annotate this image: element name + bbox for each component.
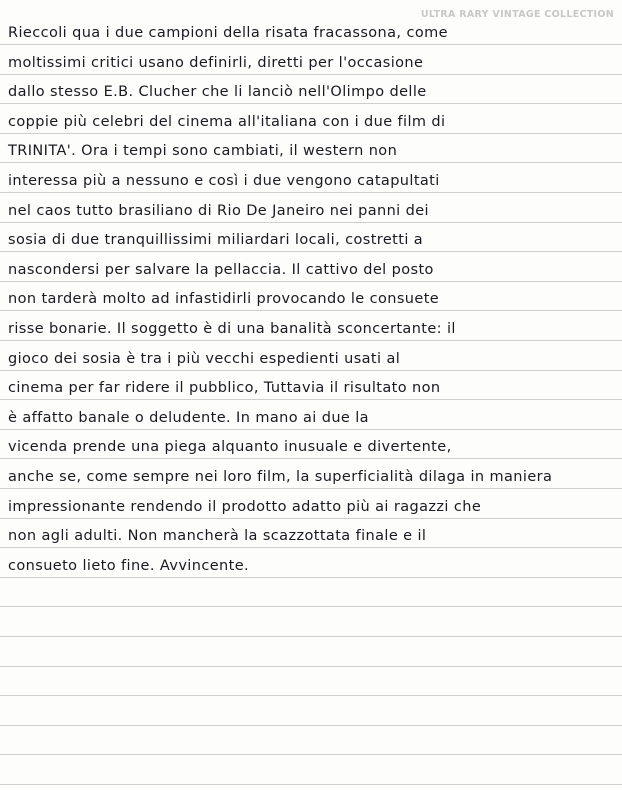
text-line: risse bonarie. Il soggetto è di una banalità sconcertante: il [8, 321, 456, 337]
text-line: non tarderà molto ad infastidirli provocando le consuete [8, 291, 440, 307]
text-line: coppie più celebri del cinema all'italiana con i due film di [8, 114, 446, 130]
text-line: TRINITA'. Ora i tempi sono cambiati, il western non [8, 143, 398, 159]
text-line: dallo stesso E.B. Clucher che li lanciò nell'Olimpo delle [8, 84, 427, 100]
text-line: vicenda prende una piega alquanto inusuale e divertente, [8, 439, 452, 455]
text-line: non agli adulti. Non mancherà la scazzottata finale e il [8, 528, 427, 544]
text-line: nascondersi per salvare la pellaccia. Il cattivo del posto [8, 262, 434, 278]
text-line: anche se, come sempre nei loro film, la superficialità dilaga in maniera [8, 469, 553, 485]
text-line: gioco dei sosia è tra i più vecchi espedienti usati al [8, 351, 401, 367]
text-line: nel caos tutto brasiliano di Rio De Janeiro nei panni dei [8, 203, 429, 219]
text-line: sosia di due tranquillissimi miliardari locali, costretti a [8, 232, 424, 248]
text-line: moltissimi critici usano definirli, diretti per l'occasione [8, 55, 424, 71]
text-line: cinema per far ridere il pubblico, Tuttavia il risultato non [8, 380, 441, 396]
text-line: interessa più a nessuno e così i due vengono catapultati [8, 173, 440, 189]
text-line: impressionante rendendo il prodotto adatto più ai ragazzi che [8, 499, 482, 515]
text-line: è affatto banale o deludente. In mano ai due la [8, 410, 369, 426]
watermark: ULTRA RARY VINTAGE COLLECTION [420, 9, 614, 20]
text-line: consueto lieto fine. Avvincente. [8, 558, 250, 574]
text-line: Rieccoli qua i due campioni della risata fracassona, come [8, 25, 448, 41]
